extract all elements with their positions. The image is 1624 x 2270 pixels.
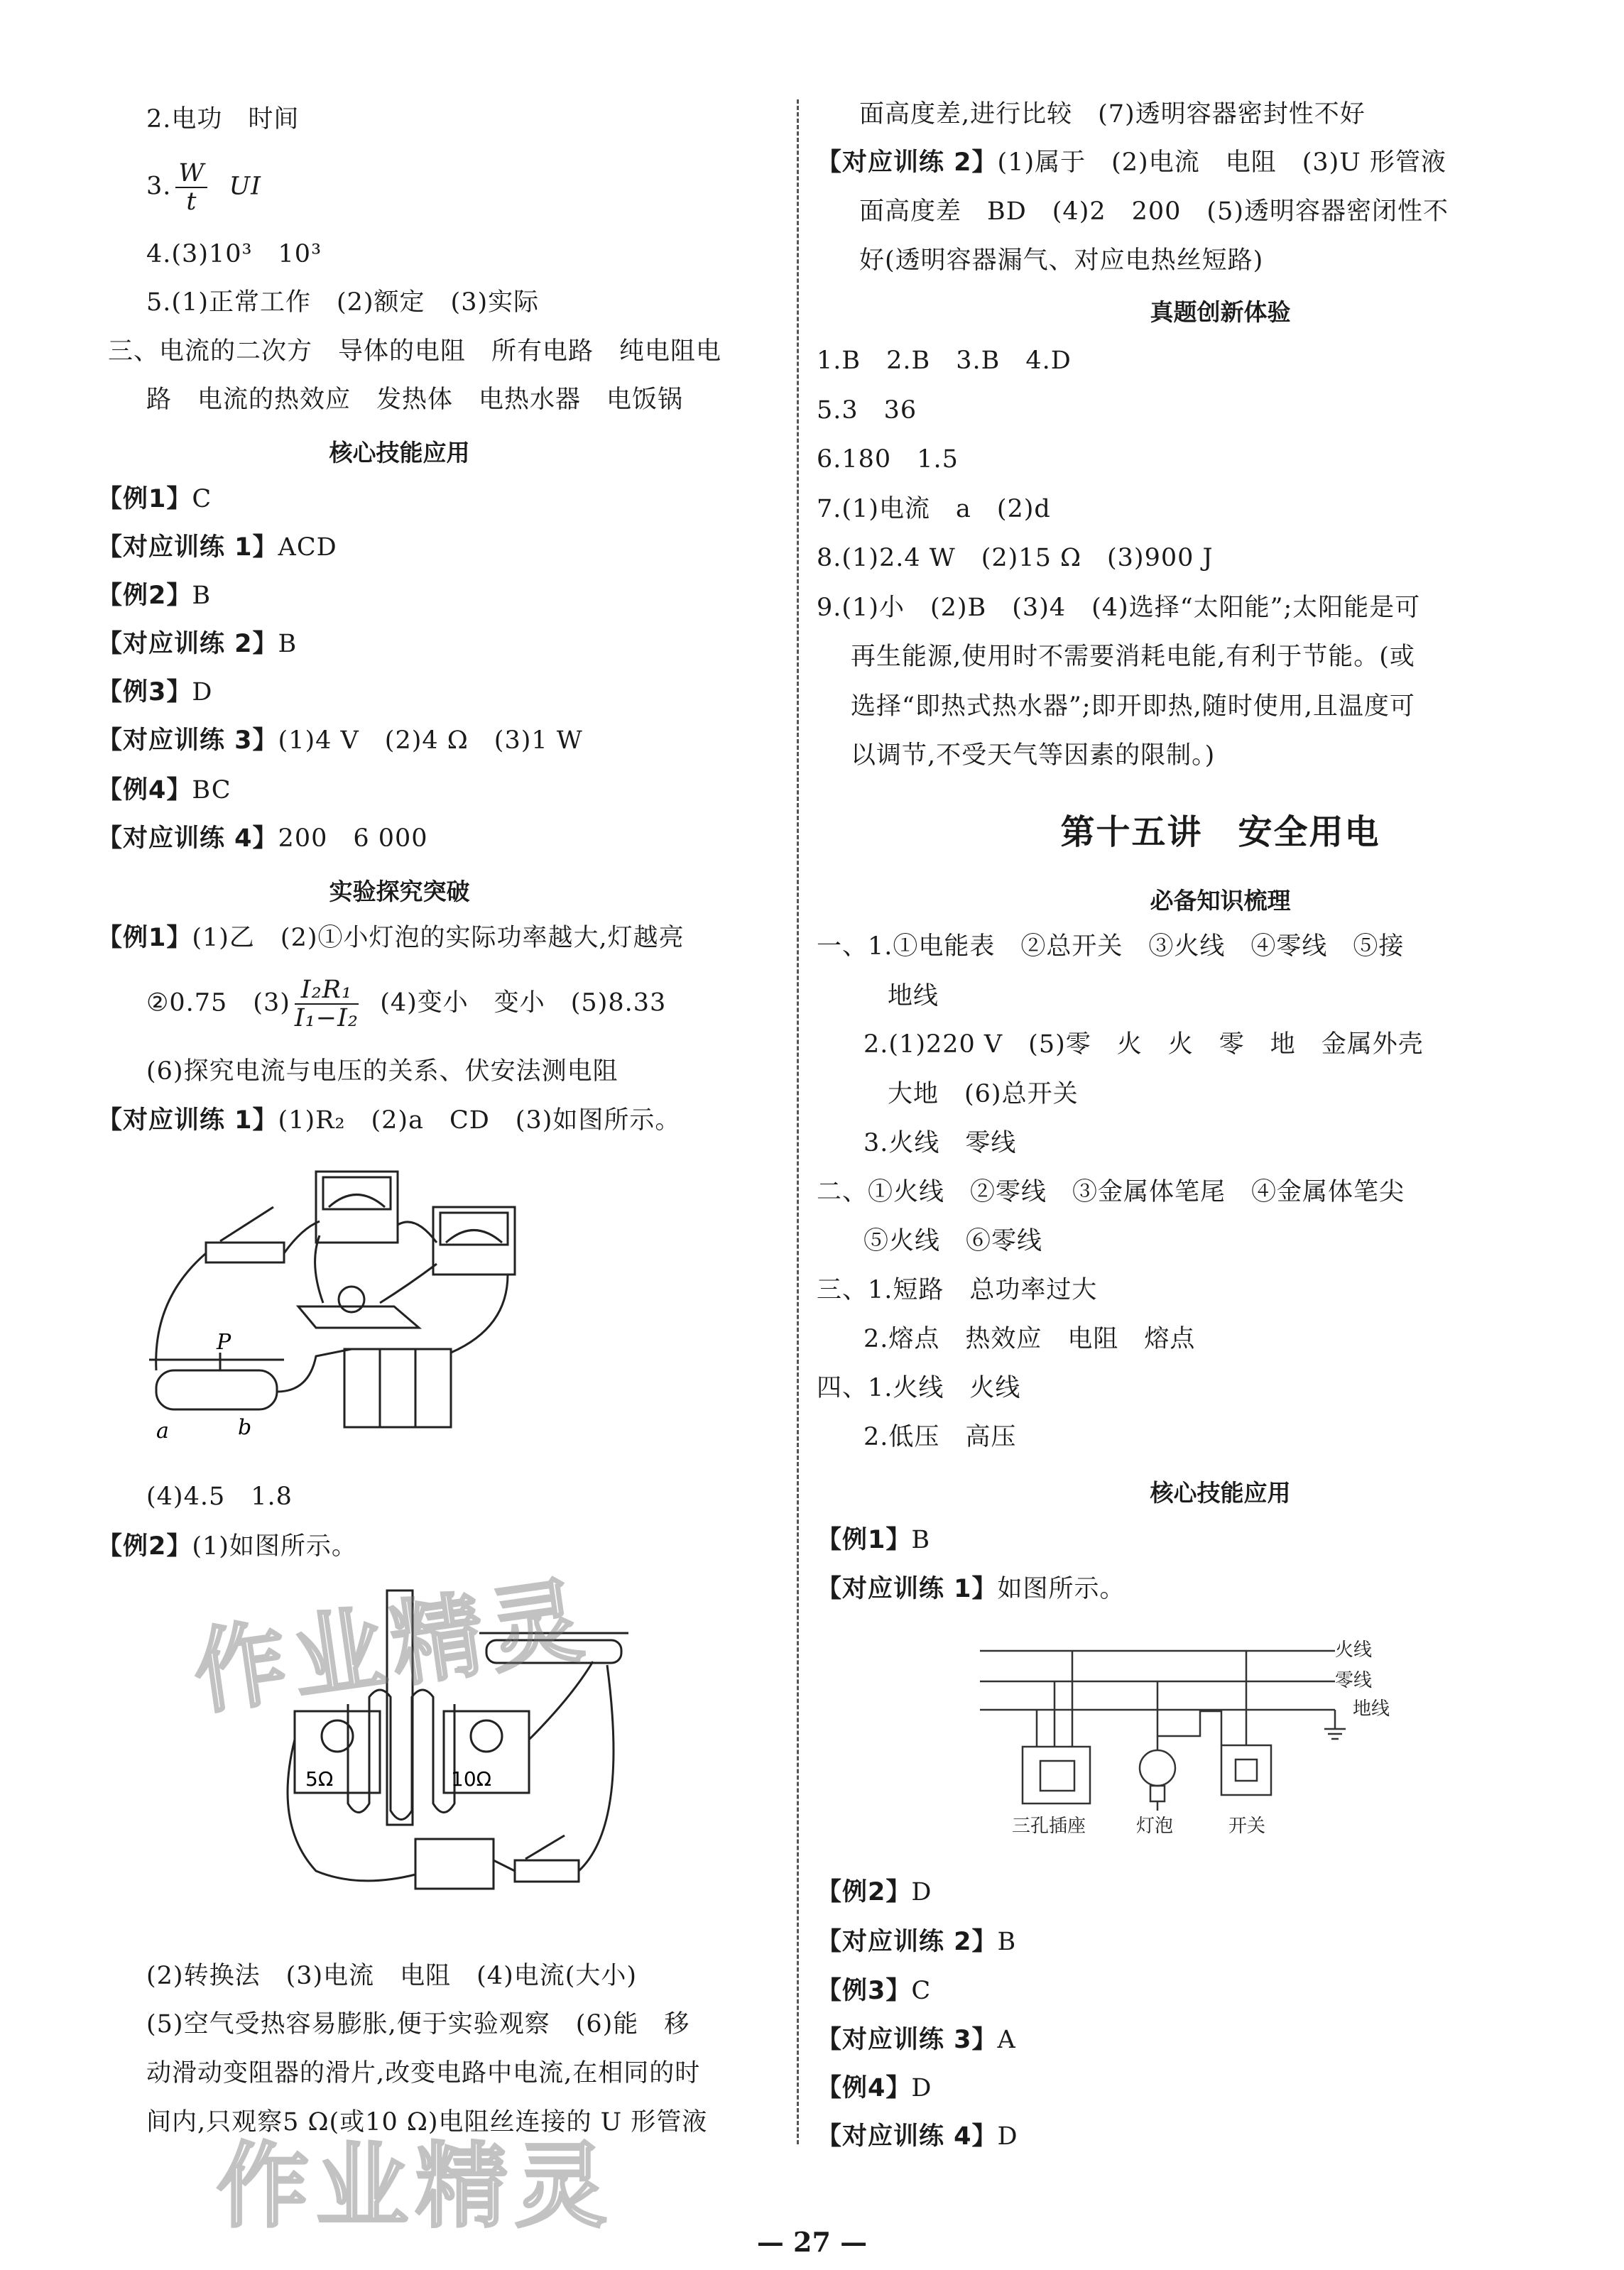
switch-lever bbox=[220, 1207, 273, 1241]
answer-row: 【对应训练 1】ACD bbox=[97, 533, 337, 562]
answer-line: 再生能源,使用时不需要消耗电能,有利于节能。(或 bbox=[851, 643, 1415, 671]
battery-icon bbox=[344, 1349, 451, 1427]
answer-line: 4.(3)10³ 10³ bbox=[146, 240, 322, 268]
live-wire-label: 火线 bbox=[1335, 1639, 1373, 1661]
answer-line: 四、1.火线 火线 bbox=[817, 1374, 1021, 1402]
answer-line: 6.180 1.5 bbox=[817, 445, 959, 474]
answer-row: 【对应训练 1】如图所示。 bbox=[817, 1575, 1126, 1603]
answer-row: 【对应训练 2】B bbox=[97, 630, 298, 658]
section-heading: 必备知识梳理 bbox=[1150, 887, 1291, 915]
slider-label: P bbox=[217, 1330, 231, 1355]
answer-line: 三、电流的二次方 导体的电阻 所有电路 纯电阻电 bbox=[108, 337, 722, 366]
answer-line: 8.(1)2.4 W (2)15 Ω (3)900 J bbox=[817, 544, 1214, 572]
answer-row: 【例2】(1)如图所示。 bbox=[97, 1532, 357, 1561]
answer-line: (6)探究电流与电压的关系、伏安法测电阻 bbox=[146, 1057, 618, 1086]
answer-line: 二、①火线 ②零线 ③金属体笔尾 ④金属体笔尖 bbox=[817, 1178, 1405, 1206]
socket-icon bbox=[1023, 1747, 1090, 1804]
answer-row: 【例4】BC bbox=[97, 776, 231, 804]
answer-line: 2.低压 高压 bbox=[863, 1423, 1017, 1451]
chapter-title: 第十五讲 安全用电 bbox=[1060, 812, 1380, 852]
answer-line: 2.电功 时间 bbox=[146, 105, 300, 133]
fraction: $\frac{W}{t}$ bbox=[175, 160, 207, 215]
answer-row: 【对应训练 3】(1)4 V (2)4 Ω (3)1 W bbox=[97, 726, 583, 755]
answer-row: 【例2】D bbox=[817, 1878, 932, 1906]
answer-row: 【对应训练 2】B bbox=[817, 1928, 1017, 1956]
switch-icon bbox=[1221, 1745, 1271, 1795]
circuit-diagram-figure bbox=[138, 1157, 522, 1448]
answer-line: 大地 (6)总开关 bbox=[888, 1080, 1079, 1108]
answer-row: 【例1】B bbox=[817, 1526, 931, 1554]
answer-line: 动滑动变阻器的滑片,改变电路中电流,在相同的时 bbox=[146, 2059, 701, 2088]
answer-row: 【例1】(1)乙 (2)①小灯泡的实际功率越大,灯越亮 bbox=[97, 924, 685, 952]
answer-line: 好(透明容器漏气、对应电热丝短路) bbox=[859, 246, 1264, 275]
ground-wire-label: 地线 bbox=[1353, 1698, 1390, 1720]
socket-label: 三孔插座 bbox=[1012, 1816, 1086, 1837]
resistor-10-label: 10Ω bbox=[451, 1767, 492, 1791]
bulb-label: 灯泡 bbox=[1136, 1816, 1174, 1837]
household-wiring-figure bbox=[980, 1626, 1390, 1839]
answer-line: 三、1.短路 总功率过大 bbox=[817, 1276, 1098, 1304]
ammeter-icon bbox=[316, 1172, 398, 1243]
neutral-wire-label: 零线 bbox=[1335, 1670, 1373, 1691]
rheostat-icon bbox=[156, 1370, 277, 1409]
answer-row: 【例1】C bbox=[97, 485, 212, 513]
answer-line: 路 电流的热效应 发热体 电热水器 电饭锅 bbox=[146, 386, 684, 414]
answer-line: 5.(1)正常工作 (2)额定 (3)实际 bbox=[146, 288, 540, 317]
answer-line-fraction: ②0.75 (3) $\frac{\text{I₂R₁}}{\text{I₁−I₂}}$ (4)变小 变小 (5)8.33 bbox=[146, 976, 667, 1032]
fraction: $\frac{\text{I₂R₁}}{\text{I₁−I₂}}$ bbox=[294, 976, 359, 1032]
answer-line: 2.(1)220 V (5)零 火 火 零 地 金属外壳 bbox=[863, 1030, 1424, 1059]
watermark: 作业精灵 bbox=[217, 2132, 615, 2240]
terminal-a-label: a bbox=[156, 1419, 169, 1444]
section-heading: 实验探究突破 bbox=[329, 878, 470, 905]
answer-line: 选择“即热式热水器”;即开即热,随时使用,且温度可 bbox=[851, 692, 1415, 721]
answer-line: 7.(1)电流 a (2)d bbox=[817, 495, 1051, 523]
bulb-icon bbox=[1140, 1750, 1175, 1786]
resistor-5-label: 5Ω bbox=[305, 1767, 334, 1791]
section-heading: 真题创新体验 bbox=[1150, 298, 1291, 326]
page-number: — 27 — bbox=[756, 2226, 868, 2258]
terminal-b-label: b bbox=[238, 1415, 252, 1440]
section-heading: 核心技能应用 bbox=[329, 439, 470, 466]
answer-line: 一、1.①电能表 ②总开关 ③火线 ④零线 ⑤接 bbox=[817, 932, 1405, 961]
answer-row: 【对应训练 1】(1)R₂ (2)a CD (3)如图所示。 bbox=[97, 1106, 681, 1135]
answer-line: ⑤火线 ⑥零线 bbox=[863, 1227, 1043, 1255]
answer-row: 【对应训练 4】D bbox=[817, 2122, 1018, 2151]
answer-row: 【对应训练 2】(1)属于 (2)电流 电阻 (3)U 形管液 bbox=[817, 148, 1446, 177]
answer-line: 地线 bbox=[888, 982, 939, 1010]
voltmeter-icon bbox=[433, 1207, 515, 1275]
answer-line: 面高度差 BD (4)2 200 (5)透明容器密闭性不 bbox=[859, 197, 1449, 226]
answer-line: 2.熔点 热效应 电阻 熔点 bbox=[863, 1325, 1196, 1353]
answer-line: 3.火线 零线 bbox=[863, 1129, 1017, 1157]
answer-line: 9.(1)小 (2)B (3)4 (4)选择“太阳能”;太阳能是可 bbox=[817, 594, 1421, 622]
bulb-icon bbox=[339, 1287, 364, 1312]
answer-row: 【例3】C bbox=[817, 1977, 932, 2005]
answer-line: (5)空气受热容易膨胀,便于实验观察 (6)能 移 bbox=[146, 2010, 690, 2039]
answer-line: (2)转换法 (3)电流 电阻 (4)电流(大小) bbox=[146, 1962, 638, 1990]
answer-line: 间内,只观察5 Ω(或10 Ω)电阻丝连接的 U 形管液 bbox=[146, 2108, 708, 2137]
answer-line: 5.3 36 bbox=[817, 396, 917, 425]
answer-line-fraction: 3. $\frac{W}{t}$ UI bbox=[146, 159, 261, 216]
battery-icon bbox=[415, 1839, 494, 1889]
answer-line: 1.B 2.B 3.B 4.D bbox=[817, 346, 1072, 375]
section-heading: 核心技能应用 bbox=[1150, 1479, 1291, 1507]
switch-base bbox=[515, 1860, 579, 1882]
answer-line: (4)4.5 1.8 bbox=[146, 1483, 293, 1511]
switch-base bbox=[206, 1243, 284, 1262]
watermark: 作业精灵 bbox=[187, 1565, 596, 1728]
switch-label: 开关 bbox=[1228, 1816, 1266, 1837]
column-divider bbox=[797, 99, 799, 2144]
answer-row: 【对应训练 3】A bbox=[817, 2026, 1016, 2054]
answer-line: 以调节,不受天气等因素的限制。) bbox=[851, 741, 1216, 770]
answer-row: 【例3】D bbox=[97, 678, 213, 706]
answer-row: 【对应训练 4】200 6 000 bbox=[97, 824, 428, 853]
answer-line: 面高度差,进行比较 (7)透明容器密封性不好 bbox=[859, 100, 1366, 129]
answer-row: 【例4】D bbox=[817, 2074, 932, 2102]
answer-row: 【例2】B bbox=[97, 582, 212, 610]
